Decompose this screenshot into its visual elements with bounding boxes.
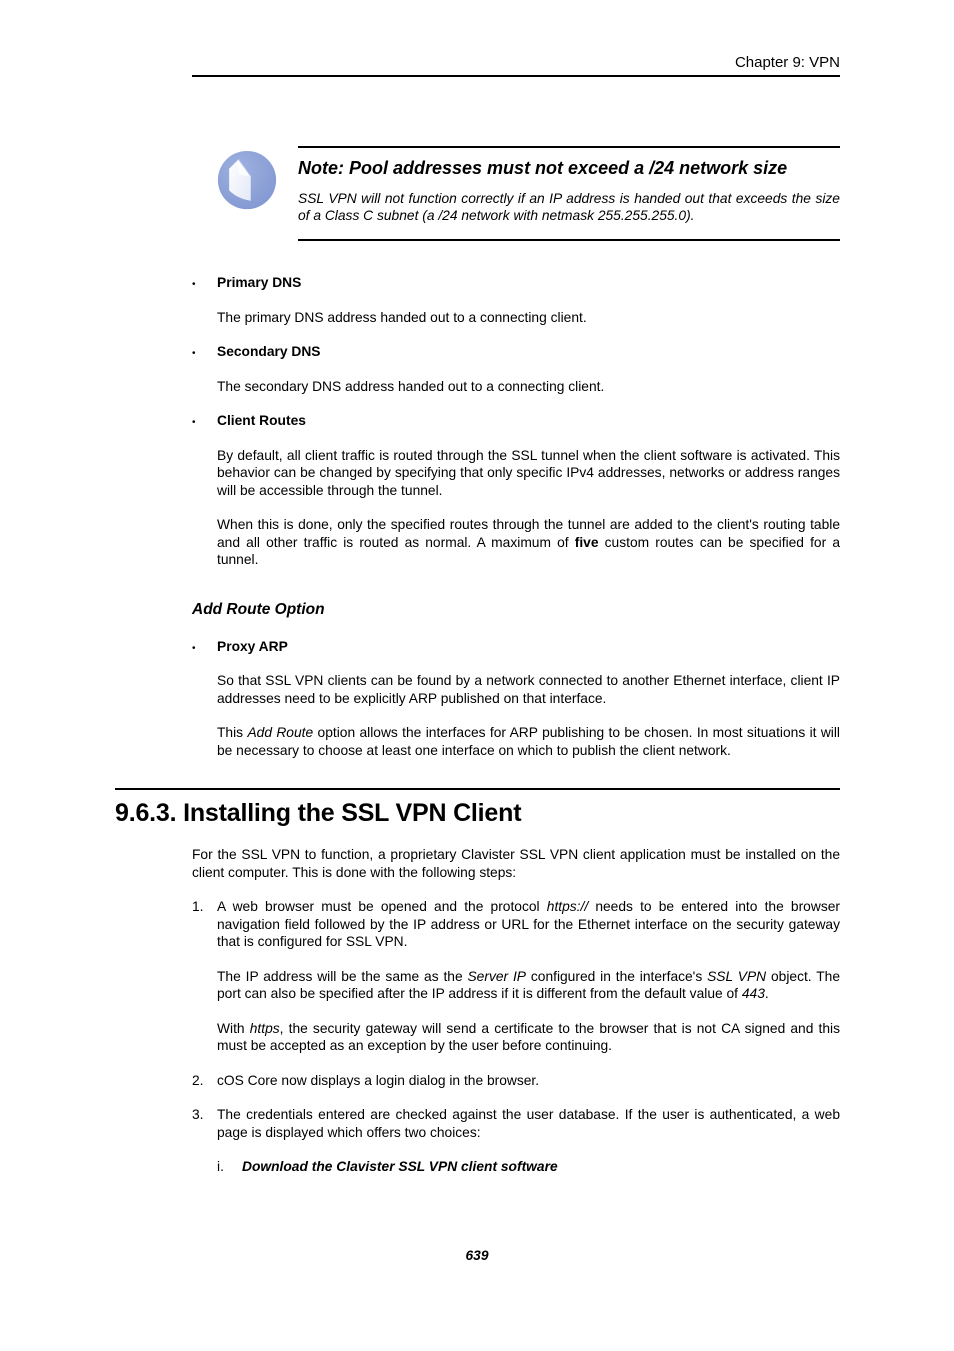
emphasis-text: SSL VPN [707,968,767,984]
bullet-icon: • [192,642,196,654]
bullet-item-proxy-arp [192,638,840,777]
note-title: Note: Pool addresses must not exceed a /24 network size [298,158,788,178]
section-rule [115,788,840,790]
step-item-3 [192,1106,840,1176]
desc-primary-dns: The primary DNS address handed out to a connecting client. [217,309,587,325]
bullet-icon: • [192,348,196,359]
substep-download-option: Download the Clavister SSL VPN client software [242,1159,558,1174]
text-segment: With [217,1020,250,1036]
text-segment: configured in the interface's [526,968,708,984]
text-segment: custom routes can be specified for a tunnel. [217,534,840,567]
step-item-1 [192,898,840,1072]
text-segment: object. The port can also be specified after the IP address if it is different from the default value of [217,968,841,1001]
bullet-gutter [192,274,217,343]
step-content [217,898,840,1072]
step3-paragraph: The credentials entered are checked against the user database. If the user is authenticated, a web page is displayed which offers two choices: [217,1107,840,1140]
step2-paragraph: cOS Core now displays a login dialog in the browser. [217,1072,540,1088]
step-number: 1. [192,899,204,914]
note-body: SSL VPN will not function correctly if an IP address is handed out that exceeds the size of a Class C subnet (a /24 network with netmask 255.255.255.0). [298,191,840,223]
emphasis-text: five [574,534,599,550]
step1-paragraph-1 [217,898,840,951]
text-segment: When this is done, only the specified routes through the tunnel are added to the client's routing table and all other traffic is routed as normal. A maximum of [217,517,840,550]
bullet-icon: • [192,279,196,290]
substep-item-i [217,1158,840,1176]
note-content [298,146,840,241]
step-content [217,1106,840,1176]
desc-secondary-dns: The secondary DNS address handed out to a connecting client. [217,378,605,394]
subheading-add-route-option: Add Route Option [192,600,325,618]
text-segment: This [217,725,248,740]
header-rule [192,75,840,77]
running-header [192,0,840,71]
section-intro: For the SSL VPN to function, a proprietary Clavister SSL VPN client application must be installed on the client computer. This is done with the following steps: [192,847,840,880]
bullet-item-client-routes [192,412,840,586]
text-segment: option allows the interfaces for ARP publishing to be chosen. In most situations it will be necessary to choose at least one interface on which to publish the client network. [217,725,840,758]
step1-paragraph-3 [217,1020,840,1055]
step-number: 2. [192,1072,204,1088]
text-segment: The IP address will be the same as the [217,968,468,984]
step-item-2 [192,1072,840,1107]
term-client-routes: Client Routes [217,413,306,428]
step-number: 3. [192,1107,204,1122]
note-icon [216,148,278,214]
term-secondary-dns: Secondary DNS [217,344,321,359]
bullet-gutter [192,343,217,412]
bullet-icon: • [192,417,196,428]
bullet-gutter [192,412,217,586]
bullet-content [217,343,840,412]
bullet-item-secondary-dns [192,343,840,412]
emphasis-text: Server IP [467,968,527,984]
chapter-title: Chapter 9: VPN [734,54,840,71]
step-content [217,1072,840,1107]
term-proxy-arp: Proxy ARP [217,638,288,654]
bullet-item-primary-dns [192,274,840,343]
page-number: 639 [465,1248,489,1263]
section-title: 9.6.3. Installing the SSL VPN Client [115,799,522,827]
text-segment: , the security gateway will send a certificate to the browser that is not CA signed and this must be accepted as an exception by the user before continuing. [217,1020,840,1053]
bullet-content [217,638,840,777]
emphasis-text: 443 [741,986,765,1001]
step1-paragraph-2 [217,968,840,1003]
bullet-gutter [192,638,217,777]
bullet-content [217,412,840,586]
proxy-arp-paragraph-2 [217,724,840,759]
client-routes-paragraph-1: By default, all client traffic is routed through the SSL tunnel when the client software is activated. This behavior can be changed by specifying that only specific IPv4 addresses, networks or address ranges will be accessible through the tunnel. [217,447,840,498]
bullet-content [217,274,840,343]
emphasis-text: Add Route [247,725,314,740]
text-segment: A web browser must be opened and the protocol [217,899,547,914]
proxy-arp-paragraph-1: So that SSL VPN clients can be found by a network connected to another Ethernet interface, client IP addresses need to be explicitly ARP published on that interface. [217,673,840,706]
emphasis-text: https:// [546,899,589,914]
text-segment: needs to be entered into the browser navigation field followed by the IP address or URL for the Ethernet interface on the security gateway that is configured for SSL VPN. [217,899,840,949]
client-routes-paragraph-2 [217,516,840,569]
text-segment: . [764,986,769,1001]
note-box [216,146,840,241]
substep-number: i. [217,1159,224,1174]
term-primary-dns: Primary DNS [217,275,302,290]
emphasis-text: https [249,1020,280,1036]
